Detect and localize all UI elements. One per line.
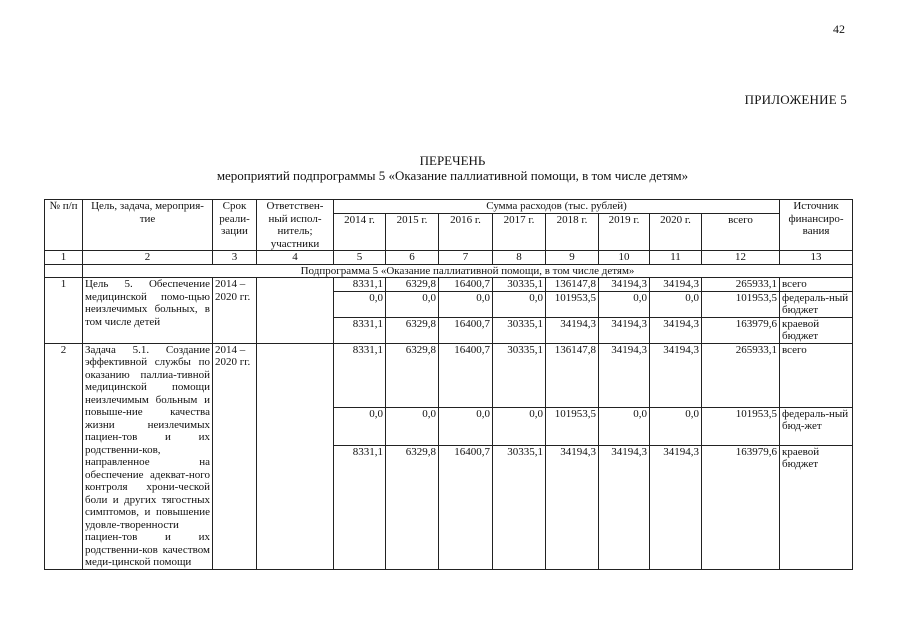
column-number: 7 <box>439 251 493 265</box>
header-year-2017: 2017 г. <box>493 214 546 251</box>
row-num: 1 <box>45 278 83 344</box>
column-number: 8 <box>493 251 546 265</box>
header-total: всего <box>702 214 780 251</box>
column-number: 12 <box>702 251 780 265</box>
row-text: Цель 5. Обеспечение медицинской помо-щью неизлечимых больных, в том числе детей <box>83 278 213 344</box>
value-cell: 34194,3 <box>599 317 650 343</box>
row-term: 2014 – 2020 гг. <box>213 278 257 344</box>
value-cell-total: 265933,1 <box>702 343 780 407</box>
value-cell: 0,0 <box>599 291 650 317</box>
value-cell: 0,0 <box>599 407 650 445</box>
value-cell-total: 265933,1 <box>702 278 780 292</box>
header-year-2020: 2020 г. <box>650 214 702 251</box>
header-year-2015: 2015 г. <box>386 214 439 251</box>
value-cell: 0,0 <box>439 407 493 445</box>
header-term: Срок реали-зации <box>213 200 257 251</box>
value-cell: 34194,3 <box>650 343 702 407</box>
source-cell: федераль-ный бюджет <box>780 291 853 317</box>
value-cell: 34194,3 <box>599 278 650 292</box>
header-year-2014: 2014 г. <box>334 214 386 251</box>
title-line-1: ПЕРЕЧЕНЬ <box>419 153 486 168</box>
value-cell-total: 101953,5 <box>702 407 780 445</box>
header-year-2018: 2018 г. <box>546 214 599 251</box>
document-title <box>0 153 905 183</box>
value-cell: 30335,1 <box>493 317 546 343</box>
value-cell: 0,0 <box>334 291 386 317</box>
header-goal: Цель, задача, мероприя-тие <box>83 200 213 251</box>
header-sum: Сумма расходов (тыс. рублей) <box>334 200 780 214</box>
value-cell-total: 163979,6 <box>702 445 780 569</box>
header-year-2016: 2016 г. <box>439 214 493 251</box>
value-cell: 8331,1 <box>334 278 386 292</box>
row-term: 2014 – 2020 гг. <box>213 343 257 569</box>
subprogram-num-cell <box>45 264 83 278</box>
value-cell: 0,0 <box>334 407 386 445</box>
value-cell: 136147,8 <box>546 343 599 407</box>
column-number: 5 <box>334 251 386 265</box>
value-cell: 34194,3 <box>599 343 650 407</box>
column-number: 11 <box>650 251 702 265</box>
header-year-2019: 2019 г. <box>599 214 650 251</box>
value-cell: 34194,3 <box>546 317 599 343</box>
column-number: 2 <box>83 251 213 265</box>
value-cell: 6329,8 <box>386 278 439 292</box>
value-cell-total: 163979,6 <box>702 317 780 343</box>
value-cell: 34194,3 <box>650 317 702 343</box>
value-cell: 30335,1 <box>493 278 546 292</box>
appendix-label: ПРИЛОЖЕНИЕ 5 <box>744 92 847 107</box>
value-cell: 8331,1 <box>334 343 386 407</box>
value-cell: 16400,7 <box>439 343 493 407</box>
value-cell: 0,0 <box>386 291 439 317</box>
header-num: № п/п <box>45 200 83 251</box>
value-cell: 6329,8 <box>386 317 439 343</box>
value-cell: 30335,1 <box>493 445 546 569</box>
value-cell: 0,0 <box>650 407 702 445</box>
value-cell: 0,0 <box>650 291 702 317</box>
source-cell: краевой бюджет <box>780 445 853 569</box>
value-cell: 34194,3 <box>546 445 599 569</box>
row-num: 2 <box>45 343 83 569</box>
value-cell: 0,0 <box>386 407 439 445</box>
measures-table <box>44 199 853 570</box>
value-cell: 30335,1 <box>493 343 546 407</box>
page-number: 42 <box>833 22 845 36</box>
value-cell: 8331,1 <box>334 445 386 569</box>
value-cell: 16400,7 <box>439 278 493 292</box>
value-cell: 101953,5 <box>546 407 599 445</box>
column-number: 4 <box>257 251 334 265</box>
value-cell: 0,0 <box>493 291 546 317</box>
column-numbers-row <box>45 251 853 265</box>
subprogram-title: Подпрограмма 5 «Оказание паллиативной помощи, в том числе детям» <box>83 264 853 278</box>
value-cell: 6329,8 <box>386 343 439 407</box>
column-number: 9 <box>546 251 599 265</box>
source-cell: всего <box>780 343 853 407</box>
source-cell: краевой бюджет <box>780 317 853 343</box>
value-cell: 16400,7 <box>439 445 493 569</box>
row-executor <box>257 343 334 569</box>
row-text: Задача 5.1. Создание эффективной службы по оказанию паллиа-тивной медицинской помощи неизлечимым больным и повыше-ние качества жизни неизлечимых пациен-тов и их родственни-ков, направленное на обеспечение адекват-ного контроля хрони-ческой боли и других тягостных симптомов, и повышение удовле-творенности пациен-тов и их родственни-ков качеством меди-цинской помощи <box>83 343 213 569</box>
value-cell: 0,0 <box>439 291 493 317</box>
value-cell: 34194,3 <box>599 445 650 569</box>
column-number: 6 <box>386 251 439 265</box>
value-cell: 6329,8 <box>386 445 439 569</box>
source-cell: всего <box>780 278 853 292</box>
value-cell: 34194,3 <box>650 445 702 569</box>
row-executor <box>257 278 334 344</box>
value-cell-total: 101953,5 <box>702 291 780 317</box>
value-cell: 101953,5 <box>546 291 599 317</box>
column-number: 13 <box>780 251 853 265</box>
title-line-2: мероприятий подпрограммы 5 «Оказание паллиативной помощи, в том числе детям» <box>216 168 689 183</box>
value-cell: 0,0 <box>493 407 546 445</box>
source-cell: федераль-ный бюд-жет <box>780 407 853 445</box>
column-number: 1 <box>45 251 83 265</box>
value-cell: 34194,3 <box>650 278 702 292</box>
header-executor: Ответствен-ный испол-нитель; участники <box>257 200 334 251</box>
value-cell: 8331,1 <box>334 317 386 343</box>
column-number: 3 <box>213 251 257 265</box>
value-cell: 16400,7 <box>439 317 493 343</box>
header-source: Источник финансиро-вания <box>780 200 853 251</box>
column-number: 10 <box>599 251 650 265</box>
value-cell: 136147,8 <box>546 278 599 292</box>
